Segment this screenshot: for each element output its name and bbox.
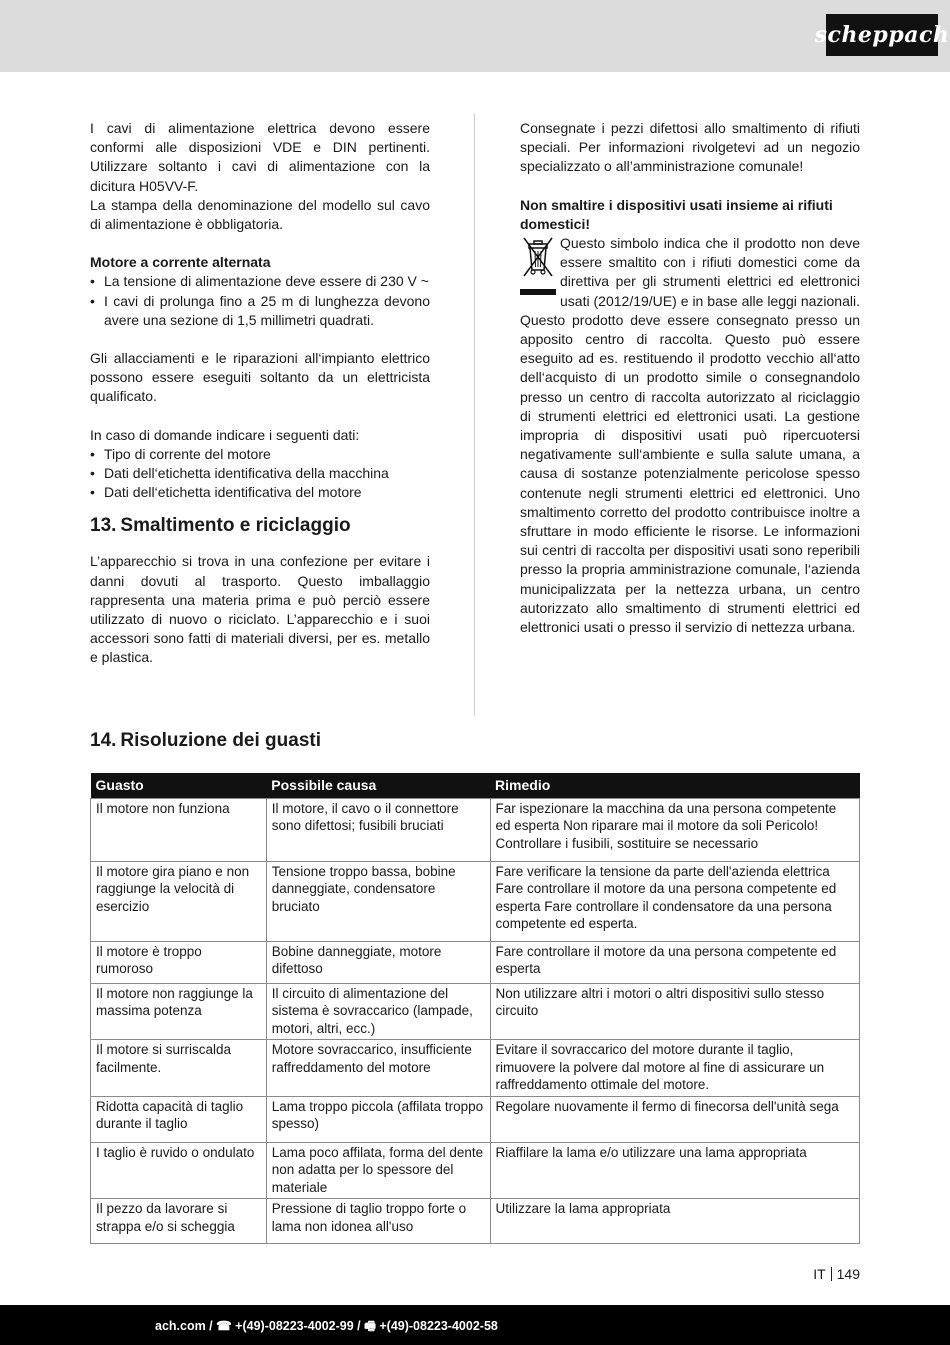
cause-cell: Il motore, il cavo o il connettore sono difettosi; fusibili bruciati (266, 798, 490, 861)
ac-motor-heading: Motore a corrente alternata (90, 254, 271, 271)
left-column (90, 119, 430, 668)
table-row (91, 983, 860, 1040)
fault-cell: I taglio è ruvido o ondulato (91, 1142, 267, 1199)
remedy-cell: Non utilizzare altri i motori o altri dispositivi sullo stesso circuito (490, 983, 859, 1040)
cause-cell: Motore sovraccarico, insufficiente raffreddamento del motore (266, 1040, 490, 1097)
fault-cell: Il pezzo da lavorare si strappa e/o si scheggia (91, 1199, 267, 1244)
column-divider (474, 113, 475, 716)
remedy-cell: Evitare il sovraccarico del motore durante il taglio, rimuovere la polvere dal motore al fine di assicurare un raffreddamento ottimale del motore. (490, 1040, 859, 1097)
table-row (91, 941, 860, 983)
model-print-paragraph: La stampa della denominazione del modello sul cavo di alimentazione è obbligatoria. (90, 196, 430, 233)
questions-paragraph: In caso di domande indicare i seguenti dati: (90, 426, 360, 443)
list-item: • Tipo di corrente del motore (90, 445, 430, 464)
cause-cell: Lama poco affilata, forma del dente non adatta per lo spessore del materiale (266, 1142, 490, 1199)
remedy-cell: Fare controllare il motore da una persona competente ed esperta (490, 941, 859, 983)
table-row (91, 798, 860, 861)
list-item: • I cavi di prolunga fino a 25 m di lunghezza devono avere una sezione di 1,5 millimetri quadrati. (90, 292, 430, 330)
cause-cell: Pressione di taglio troppo forte o lama non idonea all'uso (266, 1199, 490, 1244)
cause-cell: Lama troppo piccola (affilata troppo spesso) (266, 1096, 490, 1142)
fault-cell: Il motore non raggiunge la massima potenza (91, 983, 267, 1040)
remedy-cell: Far ispezionare la macchina da una persona competente ed esperta Non riparare mai il motore da soli Pericolo! Controllare i fusibili, sostituire se necessario (490, 798, 859, 861)
remedy-cell: Regolare nuovamente il fermo di finecorsa dell'unità sega (490, 1096, 859, 1142)
column-header-fault: Guasto (91, 773, 267, 798)
cause-cell: Bobine danneggiate, motore difettoso (266, 941, 490, 983)
weee-heading: Non smaltire i dispositivi usati insieme ai rifiuti domestici! (520, 196, 833, 232)
right-column (520, 119, 860, 637)
list-item: • La tensione di alimentazione deve essere di 230 V ~ (90, 272, 430, 291)
column-header-cause: Possibile causa (266, 773, 490, 798)
table-row (91, 1096, 860, 1142)
cause-cell: Tensione troppo bassa, bobine danneggiate, condensatore bruciato (266, 861, 490, 941)
list-item: • Dati dell‘etichetta identificativa del motore (90, 483, 430, 502)
packaging-paragraph: L’apparecchio si trova in una confezione per evitare i danni dovuti al trasporto. Questo imballaggio rappresenta una materia prima e può perciò essere utilizzato di nuovo o riciclato. L’apparecchio e i suoi accessori sono fatti di materiali diversi, per es. metallo e plastica. (90, 553, 430, 666)
header-bar (0, 0, 950, 72)
footer-bar (0, 1305, 950, 1345)
list-item: • Dati dell‘etichetta identificativa della macchina (90, 464, 430, 483)
fault-cell: Il motore gira piano e non raggiunge la velocità di esercizio (91, 861, 267, 941)
info-list (90, 445, 430, 503)
table-row (91, 1142, 860, 1199)
table-header-row (91, 773, 860, 798)
remedy-cell: Fare verificare la tensione da parte dell'azienda elettrica Fare controllare il motore da una persona competente ed esperta Fare controllare il condensatore da una persona competente ed esperta. (490, 861, 859, 941)
column-header-remedy: Rimedio (490, 773, 859, 798)
section-13-heading: 13. Smaltimento e riciclaggio (90, 515, 351, 537)
page-number: IT 149 (813, 1266, 860, 1282)
ac-motor-list (90, 272, 430, 330)
fault-cell: Ridotta capacità di taglio durante il taglio (91, 1096, 267, 1142)
special-waste-paragraph: Consegnate i pezzi difettosi allo smaltimento di rifiuti speciali. Per informazioni rivolgetevi ad un negozio specializzato o all’amministrazione comunale! (520, 120, 860, 175)
electrician-paragraph: Gli allacciamenti e le riparazioni all‘impianto elettrico possono essere eseguiti soltanto da un elettricista qualificato. (90, 350, 430, 405)
scheppach-logo: scheppach (826, 14, 938, 56)
weee-text: Questo simbolo indica che il prodotto non deve essere smaltito con i rifiuti domestici come da direttiva per gli strumenti elettrici ed elettronici usati (2012/19/UE) e in base alle leggi nazionali. Questo prodotto deve essere consegnato presso un apposito centro di raccolta. Questo può essere eseguito ad es. restituendo il prodotto vecchio all‘atto dell‘acquisto di un prodotto simile o consegnandolo presso un centro di raccolta autorizzato al riciclaggio di strumenti elettrici ed elettronici usati. La gestione impropria di dispositivi usati può ripercuotersi negativamente sull‘ambiente e sulla salute umana, a causa di sostanze potenzialmente pericolose spesso contenute negli strumenti elettrici ed elettronici. Uno smaltimento corretto del prodotto contribuisce inoltre a sfruttare in modo efficiente le risorse. Le informazioni sui centri di raccolta per dispositivi usati sono reperibili presso la propria amministrazione comunale, l‘azienda municipalizzata per la nettezza urbana, un centro autorizzato allo smaltimento di strumenti elettrici ed elettronici usati o presso il servizio di nettezza urbana. (520, 235, 860, 636)
remedy-cell: Riaffilare la lama e/o utilizzare una lama appropriata (490, 1142, 859, 1199)
table-row (91, 861, 860, 941)
power-cable-paragraph: I cavi di alimentazione elettrica devono essere conformi alle disposizioni VDE e DIN pertinenti. Utilizzare soltanto i cavi di alimentazione con la dicitura H05VV-F. (90, 120, 430, 194)
footer-contact-text: ach.com / ☎ +(49)-08223-4002-99 / 🖷 +(49)-08223-4002-58 (155, 1319, 498, 1333)
weee-block (520, 234, 860, 637)
remedy-cell: Utilizzare la lama appropriata (490, 1199, 859, 1244)
fault-cell: Il motore non funziona (91, 798, 267, 861)
crossed-bin-icon (520, 236, 556, 298)
troubleshooting-table (90, 773, 860, 1244)
fault-cell: Il motore si surriscalda facilmente. (91, 1040, 267, 1097)
table-row (91, 1199, 860, 1244)
fault-cell: Il motore è troppo rumoroso (91, 941, 267, 983)
table-row (91, 1040, 860, 1097)
cause-cell: Il circuito di alimentazione del sistema è sovraccarico (lampade, motori, altri, ecc.) (266, 983, 490, 1040)
section-14-heading: 14. Risoluzione dei guasti (90, 730, 321, 751)
